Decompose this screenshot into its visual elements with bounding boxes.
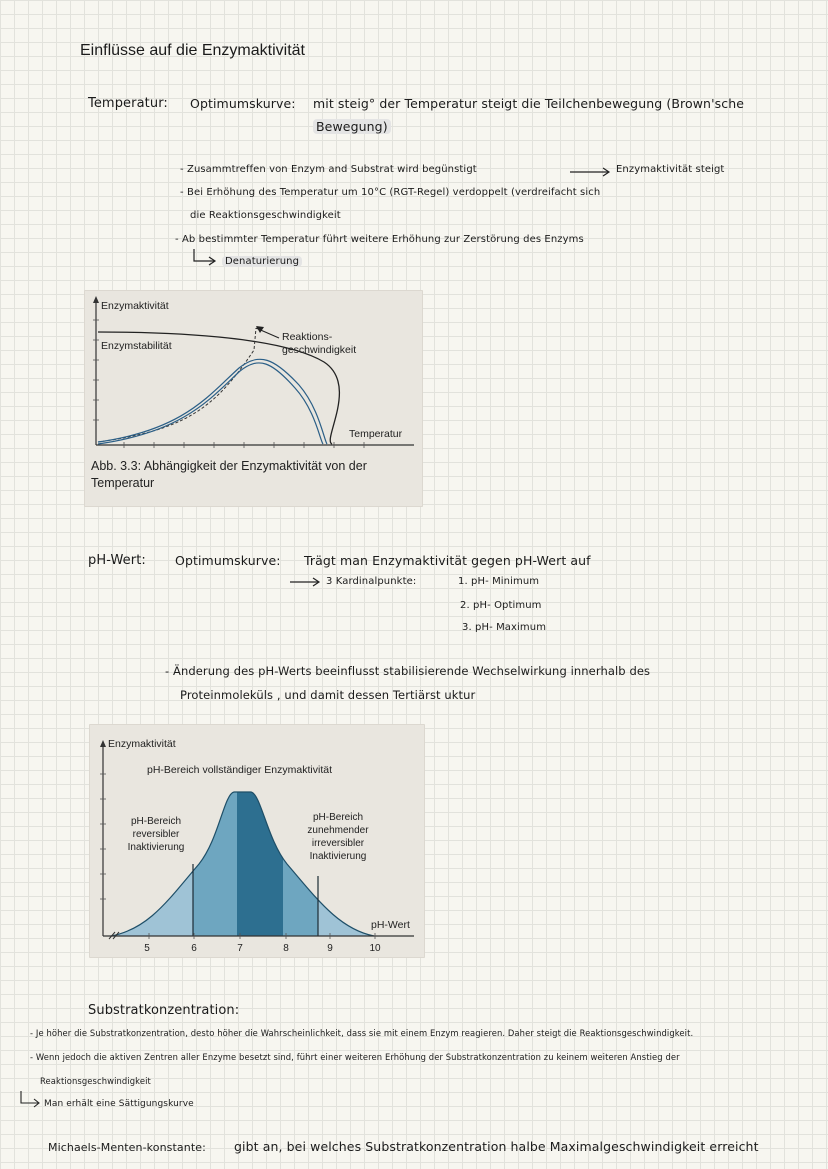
ph-figure: [89, 724, 425, 958]
temp-label-y2: Enzymstabilität: [101, 340, 172, 352]
temperature-optimum-text-1: mit steig° der Temperatur steigt die Teilchenbewegung (Brown'sche: [313, 96, 745, 111]
substrate-line-3: Reaktionsgeschwindigkeit: [40, 1076, 151, 1086]
temperature-figure: [84, 290, 423, 507]
michaelis-text: gibt an, bei welches Substratkonzentration halbe Maximalgeschwindigkeit erreicht: [234, 1139, 759, 1154]
temperature-optimum-label: Optimumskurve:: [190, 96, 296, 111]
temperature-optimum-text-2-wrap: [313, 119, 391, 134]
temp-label-x: Temperatur: [349, 428, 403, 440]
ph-left-2: reversibler: [132, 829, 180, 840]
temperature-label: Temperatur:: [88, 96, 168, 111]
substrate-line-1: - Je höher die Substratkonzentration, desto höher die Wahrscheinlichkeit, dass sie mit einem Enzym reagieren. Daher steigt die Reaktionsgeschwindigkeit.: [30, 1028, 694, 1038]
substrate-line-2: - Wenn jedoch die aktiven Zentren aller Enzyme besetzt sind, führt einer weiteren Erhöhung der Substratkonzentration zu keinem weiteren Anstieg der: [30, 1052, 680, 1062]
ph-point-3: 3. pH- Maximum: [462, 622, 547, 633]
arrow-right-icon: [568, 166, 614, 178]
ph-right-2: zunehmender: [307, 825, 369, 836]
ph-bullet-b: Proteinmoleküls , und damit dessen Tertiärst uktur: [180, 688, 476, 702]
temp-label-y1: Enzymaktivität: [101, 300, 169, 312]
ph-left-1: pH-Bereich: [130, 816, 182, 827]
corner-arrow-icon: [18, 1090, 42, 1110]
ph-bullet-a: - Änderung des pH-Werts beeinflusst stabilisierende Wechselwirkung innerhalb des: [165, 664, 651, 678]
ph-point-2: 2. pH- Optimum: [460, 600, 542, 611]
temp-label-curve-1: Reaktions-: [282, 331, 333, 343]
ph-point-1: 1. pH- Minimum: [458, 576, 540, 587]
temperature-bullet-3-sub: Denaturierung: [222, 256, 302, 267]
michaelis-label: Michaels-Menten-konstante:: [48, 1141, 206, 1154]
arrow-right-icon: [288, 576, 324, 588]
ph-label: pH-Wert:: [88, 553, 146, 568]
ph-kardinal: 3 Kardinalpunkte:: [326, 576, 417, 587]
page-title: Einflüsse auf die Enzymaktivität: [80, 42, 305, 59]
ph-right-4: Inaktivierung: [309, 851, 367, 862]
corner-arrow-icon: [190, 247, 220, 267]
temp-caption-2: Temperatur: [91, 476, 155, 490]
ph-label-y: Enzymaktivität: [108, 738, 176, 750]
ph-tick-5: 5: [144, 943, 150, 954]
ph-right-3: irreversibler: [311, 838, 365, 849]
ph-left-3: Inaktivierung: [127, 842, 185, 853]
temp-label-curve-2: geschwindigkeit: [282, 344, 357, 356]
denaturierung-wrap: [222, 256, 302, 267]
ph-tick-9: 9: [327, 943, 333, 954]
temperature-bullet-3: - Ab bestimmter Temperatur führt weitere Erhöhung zur Zerstörung des Enzyms: [175, 234, 584, 245]
ph-tick-6: 6: [191, 943, 197, 954]
ph-chart: [89, 724, 425, 958]
ph-right-1: pH-Bereich: [312, 812, 364, 823]
ph-optimum-text: Trägt man Enzymaktivität gegen pH-Wert auf: [304, 553, 591, 568]
temperature-bullet-2a: - Bei Erhöhung des Temperatur um 10°C (RGT-Regel) verdoppelt (verdreifacht sich: [180, 187, 601, 198]
substrate-label: Substratkonzentration:: [88, 1003, 240, 1018]
ph-optimum-label: Optimumskurve:: [175, 553, 281, 568]
temp-caption-1: Abb. 3.3: Abhängigkeit der Enzymaktivität von der: [91, 459, 367, 473]
temperature-bullet-1: - Zusammtreffen von Enzym and Substrat wird begünstigt: [180, 164, 477, 175]
temperature-bullet-2b: die Reaktionsgeschwindigkeit: [190, 210, 341, 221]
ph-label-top: pH-Bereich vollständiger Enzymaktivität: [147, 764, 332, 776]
temperature-optimum-text-2: Bewegung): [313, 119, 391, 134]
temperature-bullet-1-result: Enzymaktivität steigt: [616, 164, 725, 175]
ph-label-x: pH-Wert: [371, 919, 410, 931]
ph-tick-8: 8: [283, 943, 289, 954]
ph-tick-7: 7: [237, 943, 243, 954]
ph-tick-10: 10: [369, 943, 381, 954]
substrate-line-4: Man erhält eine Sättigungskurve: [44, 1099, 194, 1109]
